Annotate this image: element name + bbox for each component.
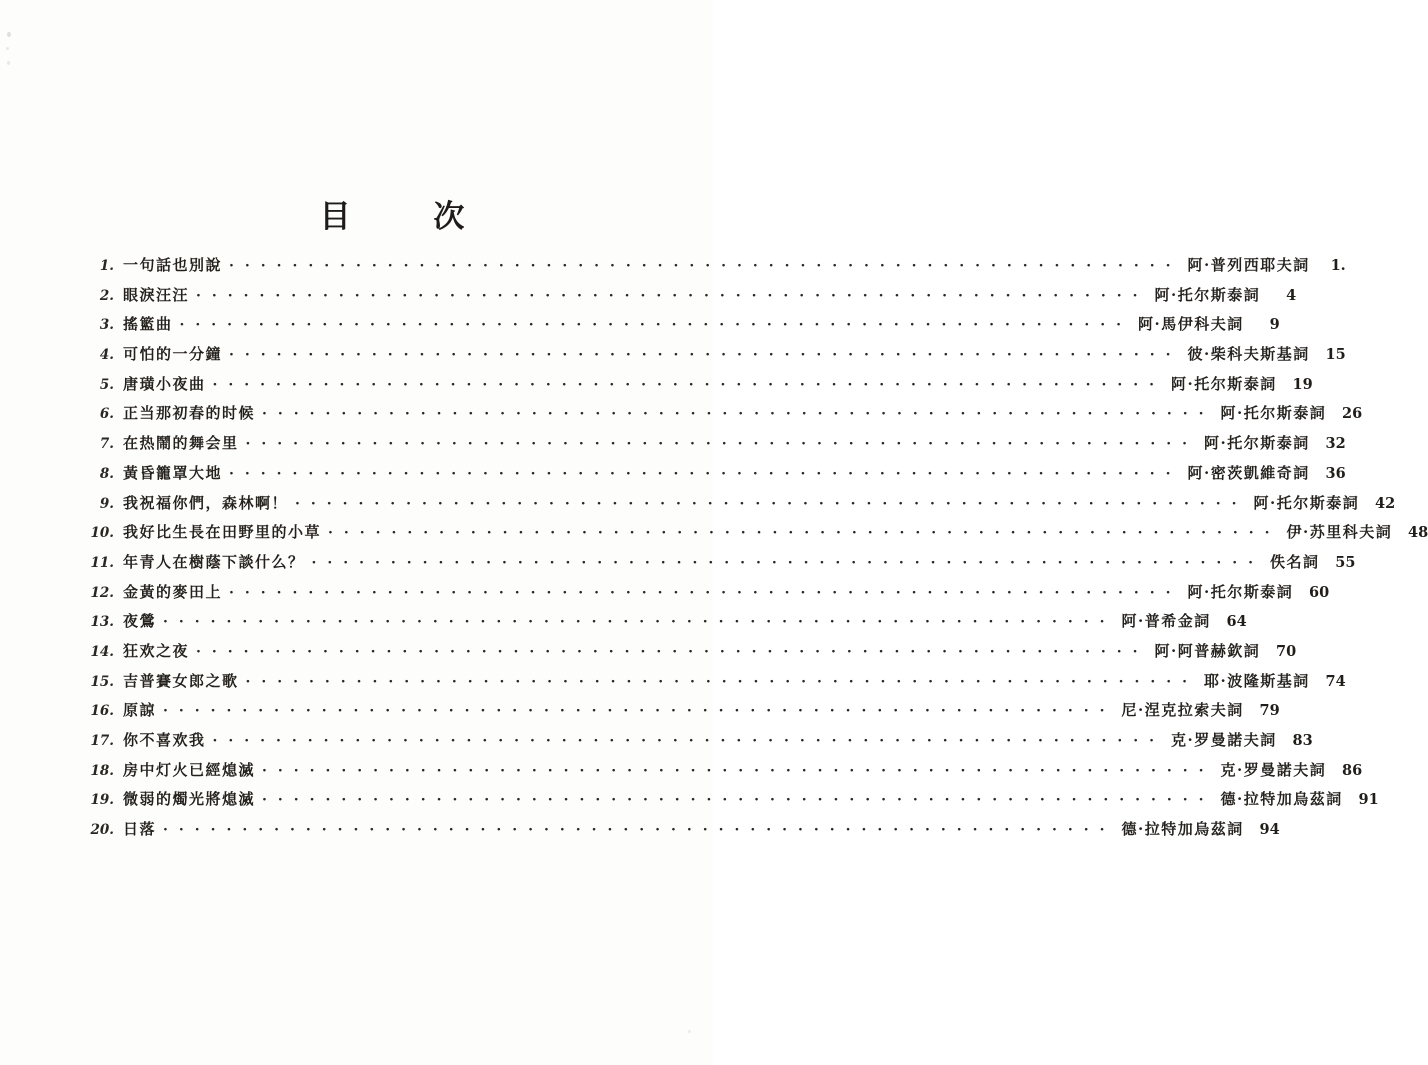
dot-leader: ···························································· [229, 584, 1182, 601]
entry-title: 一句話也別說 [123, 256, 223, 274]
toc-entry [88, 432, 1346, 462]
dot-leader: ···························································· [328, 525, 1281, 542]
entry-page-number: 91 [1358, 791, 1379, 809]
entry-title: 金黃的麥田上 [123, 582, 223, 601]
entry-number: 10. [90, 525, 114, 542]
dot-leader: ···························································· [229, 258, 1182, 274]
entry-title: 正当那初春的时候 [123, 404, 256, 423]
entry-title: 我祝福你們，森林啊！ [123, 493, 289, 512]
entry-author: 阿·托尔斯泰詞 [1154, 285, 1261, 304]
entry-title: 房中灯火已經熄滅 [123, 760, 256, 779]
entry-page-number: 36 [1325, 464, 1346, 482]
entry-author: 阿·托尔斯泰詞 [1220, 404, 1327, 423]
toc-entry [88, 729, 1313, 759]
entry-page-number: 86 [1342, 761, 1363, 779]
toc-entry [88, 462, 1346, 492]
toc-entry [88, 492, 1396, 522]
toc-entry [88, 699, 1280, 729]
entry-author: 阿·托尔斯泰詞 [1187, 582, 1294, 601]
entry-page-number: 9 [1269, 316, 1280, 334]
entry-number: 7. [99, 436, 114, 453]
entry-author: 阿·普列西耶夫詞 [1187, 256, 1310, 274]
entry-number: 18. [90, 762, 114, 779]
entry-author: 克·罗曼諾夫詞 [1170, 731, 1277, 749]
entry-title: 日落 [123, 820, 157, 839]
entry-title: 微弱的燭光將熄滅 [123, 790, 256, 809]
entry-author: 阿·托尔斯泰詞 [1203, 434, 1310, 453]
entry-number: 3. [99, 317, 114, 334]
toc-list [88, 254, 1428, 848]
entry-number: 6. [99, 406, 114, 423]
toc-entry [88, 670, 1346, 700]
entry-title: 我好比生長在田野里的小草 [123, 523, 322, 542]
dot-leader: ···························································· [196, 287, 1149, 304]
entry-author: 阿·托尔斯泰詞 [1253, 493, 1360, 512]
scan-speck [6, 47, 9, 50]
entry-number: 16. [90, 703, 114, 720]
entry-page-number: 42 [1375, 494, 1396, 512]
entry-author: 阿·馬伊科夫詞 [1137, 315, 1244, 334]
toc-entry [88, 759, 1363, 789]
toc-entry [88, 610, 1247, 640]
entry-number: 2. [99, 287, 114, 304]
scan-speck [7, 61, 10, 65]
scan-speck [7, 32, 11, 37]
entry-author: 克·罗曼諾夫詞 [1220, 760, 1327, 779]
toc-entry [88, 818, 1280, 848]
entry-author: 伊·苏里科夫詞 [1286, 523, 1393, 542]
toc-entry [88, 343, 1346, 373]
dot-leader: ···························································· [212, 376, 1165, 393]
entry-number: 12. [90, 584, 114, 601]
entry-number: 13. [90, 614, 114, 631]
entry-title: 在热鬧的舞会里 [123, 434, 239, 453]
scan-speck [688, 1030, 691, 1033]
toc-entry [88, 551, 1356, 581]
entry-number: 15. [90, 673, 114, 690]
entry-number: 4. [99, 347, 114, 364]
entry-number: 1. [99, 258, 114, 274]
entry-title: 狂欢之夜 [123, 641, 190, 660]
entry-page-number: 60 [1309, 583, 1330, 601]
dot-leader: ···························································· [262, 406, 1215, 423]
entry-title: 吉普賽女郎之歌 [123, 671, 239, 690]
entry-title: 你不喜欢我 [123, 731, 206, 749]
entry-author: 耶·波隆斯基詞 [1203, 671, 1310, 690]
entry-number: 14. [90, 643, 114, 660]
entry-page-number: 79 [1259, 702, 1280, 720]
dot-leader: ···························································· [179, 317, 1132, 334]
entry-page-number: 48 [1408, 524, 1428, 542]
entry-page-number: 26 [1342, 405, 1363, 423]
entry-title: 年青人在樹蔭下談什么？ [123, 552, 305, 571]
entry-title: 原諒 [123, 701, 157, 720]
entry-author: 阿·普希金詞 [1121, 612, 1211, 631]
entry-author: 德·拉特加烏茲詞 [1121, 820, 1244, 839]
entry-page-number: 74 [1325, 672, 1346, 690]
entry-page-number: 83 [1292, 732, 1313, 749]
entry-page-number: 1. [1330, 257, 1346, 274]
entry-number: 8. [99, 465, 114, 482]
dot-leader: ···························································· [229, 465, 1182, 482]
entry-title: 唐璜小夜曲 [123, 374, 206, 393]
toc-entry [88, 581, 1330, 611]
entry-author: 阿·阿普赫欽詞 [1154, 641, 1261, 660]
entry-number: 20. [90, 822, 114, 839]
toc-entry [88, 640, 1297, 670]
entry-page-number: 94 [1259, 821, 1280, 839]
entry-page-number: 64 [1226, 613, 1247, 631]
entry-number: 5. [99, 376, 114, 393]
dot-leader: ···························································· [163, 822, 1116, 839]
entry-page-number: 55 [1335, 553, 1356, 571]
dot-leader: ···························································· [212, 733, 1165, 749]
dot-leader: ···························································· [245, 673, 1198, 690]
entry-number: 11. [90, 554, 114, 571]
entry-title: 眼淚汪汪 [123, 285, 190, 304]
entry-number: 9. [99, 495, 114, 512]
dot-leader: ···························································· [311, 554, 1264, 571]
entry-number: 19. [90, 792, 114, 809]
toc-entry [88, 373, 1313, 403]
page-title: 目 次 [319, 199, 465, 235]
entry-page-number: 4 [1286, 286, 1297, 304]
entry-title: 搖籃曲 [123, 315, 173, 334]
toc-entry [88, 313, 1280, 343]
entry-page-number: 32 [1325, 435, 1346, 453]
toc-entry [88, 788, 1379, 818]
dot-leader: ···························································· [245, 436, 1198, 453]
dot-leader: ···························································· [262, 792, 1215, 809]
dot-leader: ···························································· [229, 347, 1182, 364]
toc-entry [88, 521, 1428, 551]
entry-number: 17. [90, 733, 114, 749]
dot-leader: ···························································· [163, 703, 1116, 720]
entry-page-number: 15 [1325, 346, 1346, 364]
toc-entry [88, 254, 1346, 284]
entry-author: 德·拉特加烏茲詞 [1220, 790, 1343, 809]
entry-author: 阿·密茨凱維奇詞 [1187, 463, 1310, 482]
entry-page-number: 70 [1276, 642, 1297, 660]
entry-title: 可怕的一分鐘 [123, 345, 223, 364]
entry-author: 尼·涅克拉索夫詞 [1121, 701, 1244, 720]
entry-page-number: 19 [1292, 375, 1313, 393]
entry-title: 夜鶯 [123, 612, 157, 631]
entry-author: 阿·托尔斯泰詞 [1170, 374, 1277, 393]
dot-leader: ···························································· [163, 614, 1116, 631]
dot-leader: ···························································· [196, 643, 1149, 660]
toc-entry [88, 284, 1297, 314]
entry-author: 佚名詞 [1269, 552, 1320, 571]
entry-author: 彼·柴科夫斯基詞 [1187, 345, 1310, 364]
entry-title: 黃昏籠罩大地 [123, 463, 223, 482]
toc-entry [88, 402, 1363, 432]
dot-leader: ···························································· [295, 495, 1248, 512]
dot-leader: ···························································· [262, 762, 1215, 779]
